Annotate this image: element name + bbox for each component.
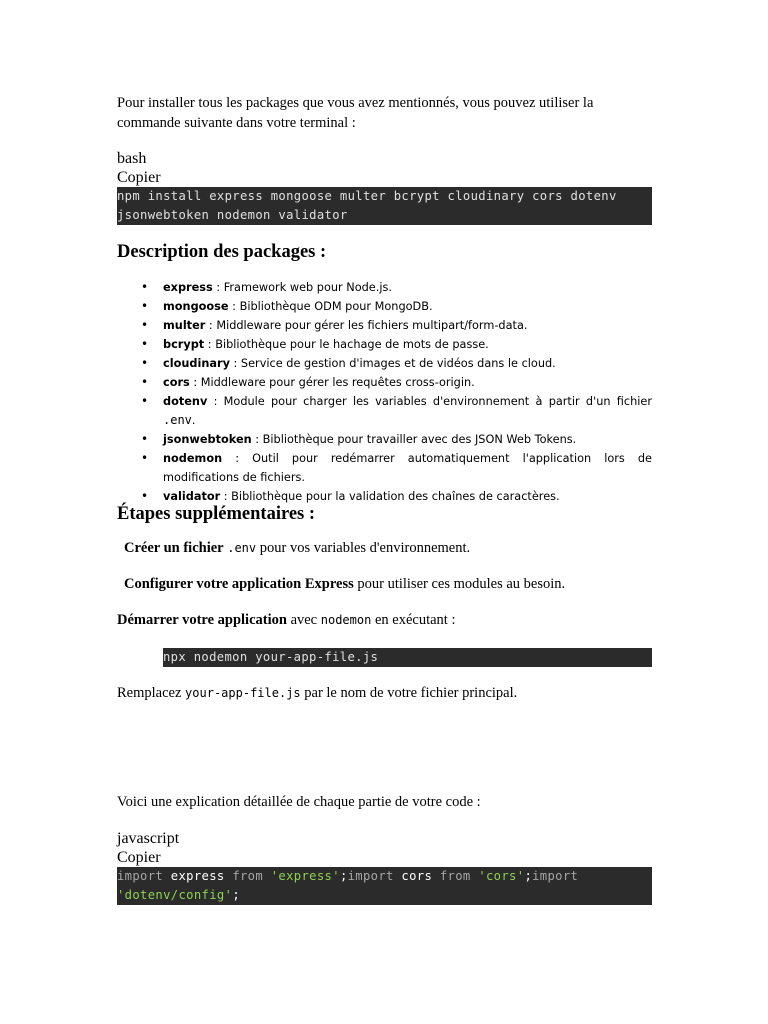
js-code-block[interactable] bbox=[117, 867, 652, 905]
package-name: jsonwebtoken bbox=[163, 433, 252, 446]
step-configure bbox=[124, 575, 652, 595]
package-name: bcrypt bbox=[163, 338, 205, 351]
code-language-label: javascript bbox=[117, 830, 180, 847]
package-desc: : Bibliothèque pour la validation des chaînes de caractères. bbox=[220, 490, 560, 503]
package-name: cors bbox=[163, 376, 190, 389]
inline-code: .env bbox=[163, 413, 192, 427]
copy-button[interactable]: Copier bbox=[117, 849, 161, 866]
inline-code: .env bbox=[227, 541, 257, 555]
package-name: dotenv bbox=[163, 395, 208, 408]
list-item bbox=[163, 373, 652, 392]
code-token bbox=[263, 869, 271, 883]
step-create-env bbox=[124, 539, 652, 559]
list-item bbox=[163, 297, 652, 316]
step-bold: Créer un fichier bbox=[124, 540, 224, 556]
package-name: express bbox=[163, 281, 213, 294]
step-pre: avec bbox=[286, 612, 321, 628]
step-bold: Configurer votre application Express bbox=[124, 576, 354, 592]
packages-list bbox=[117, 278, 652, 506]
package-name: multer bbox=[163, 319, 206, 332]
package-desc: : Middleware pour gérer les fichiers multipart/form-data. bbox=[205, 319, 528, 332]
package-desc: : Service de gestion d'images et de vidéos dans le cloud. bbox=[229, 357, 556, 370]
replace-pre: Remplacez bbox=[117, 685, 186, 701]
package-desc: : Bibliothèque pour travailler avec des JSON Web Tokens. bbox=[251, 433, 577, 446]
code-token: import bbox=[347, 869, 394, 883]
code-token: 'express' bbox=[270, 869, 340, 883]
list-item bbox=[163, 449, 652, 487]
code-token: 'cors' bbox=[478, 869, 525, 883]
code-token: 'dotenv/config' bbox=[117, 888, 233, 902]
step-rest: en exécutant : bbox=[371, 612, 456, 628]
code-token: ; bbox=[232, 888, 240, 902]
package-desc: : Framework web pour Node.js. bbox=[212, 281, 392, 294]
code-token: from bbox=[232, 869, 264, 883]
package-desc: : Bibliothèque ODM pour MongoDB. bbox=[228, 300, 433, 313]
list-item bbox=[163, 278, 652, 297]
replace-paragraph bbox=[117, 684, 652, 704]
step-rest: pour utiliser ces modules au besoin. bbox=[353, 576, 566, 592]
copy-button[interactable]: Copier bbox=[117, 169, 161, 186]
package-desc: : Middleware pour gérer les requêtes cross-origin. bbox=[189, 376, 475, 389]
code-token bbox=[578, 869, 586, 883]
list-item bbox=[163, 335, 652, 354]
code-token: ; bbox=[524, 869, 533, 883]
package-name: cloudinary bbox=[163, 357, 230, 370]
code-language-label: bash bbox=[117, 150, 147, 167]
step-rest: pour vos variables d'environnement. bbox=[256, 540, 471, 556]
list-item bbox=[163, 392, 652, 430]
code-token: cors bbox=[393, 869, 440, 883]
code-token: ; bbox=[339, 869, 348, 883]
code-token: express bbox=[163, 869, 233, 883]
package-name: mongoose bbox=[163, 300, 229, 313]
code-token: import bbox=[532, 869, 579, 883]
inline-code: nodemon bbox=[320, 613, 372, 627]
list-item bbox=[163, 430, 652, 449]
code-token: import bbox=[117, 869, 164, 883]
package-desc: : Module pour charger les variables d'environnement à partir d'un fichier bbox=[207, 395, 652, 408]
steps-heading: Étapes supplémentaires : bbox=[117, 504, 316, 524]
code-token: from bbox=[439, 869, 471, 883]
inline-code: your-app-file.js bbox=[185, 686, 301, 700]
step-start bbox=[117, 611, 652, 631]
explain-paragraph: Voici une explication détaillée de chaque partie de votre code : bbox=[117, 794, 481, 810]
packages-heading: Description des packages : bbox=[117, 242, 327, 262]
package-name: validator bbox=[163, 490, 221, 503]
package-desc: : Bibliothèque pour le hachage de mots de passe. bbox=[204, 338, 489, 351]
package-name: nodemon bbox=[163, 452, 223, 465]
package-desc: : Outil pour redémarrer automatiquement l'application lors de modifications de fichiers. bbox=[163, 452, 652, 484]
list-item bbox=[163, 316, 652, 335]
install-code-block[interactable]: npm install express mongoose multer bcrypt cloudinary cors dotenv jsonwebtoken nodemon validator bbox=[117, 187, 652, 225]
step-bold: Démarrer votre application bbox=[117, 612, 287, 628]
nodemon-code-block[interactable]: npx nodemon your-app-file.js bbox=[163, 648, 652, 667]
list-item bbox=[163, 354, 652, 373]
intro-paragraph: Pour installer tous les packages que vous avez mentionnés, vous pouvez utiliser la commande suivante dans votre terminal : bbox=[117, 95, 594, 131]
replace-rest: par le nom de votre fichier principal. bbox=[300, 685, 518, 701]
package-desc-tail: . bbox=[191, 414, 196, 427]
